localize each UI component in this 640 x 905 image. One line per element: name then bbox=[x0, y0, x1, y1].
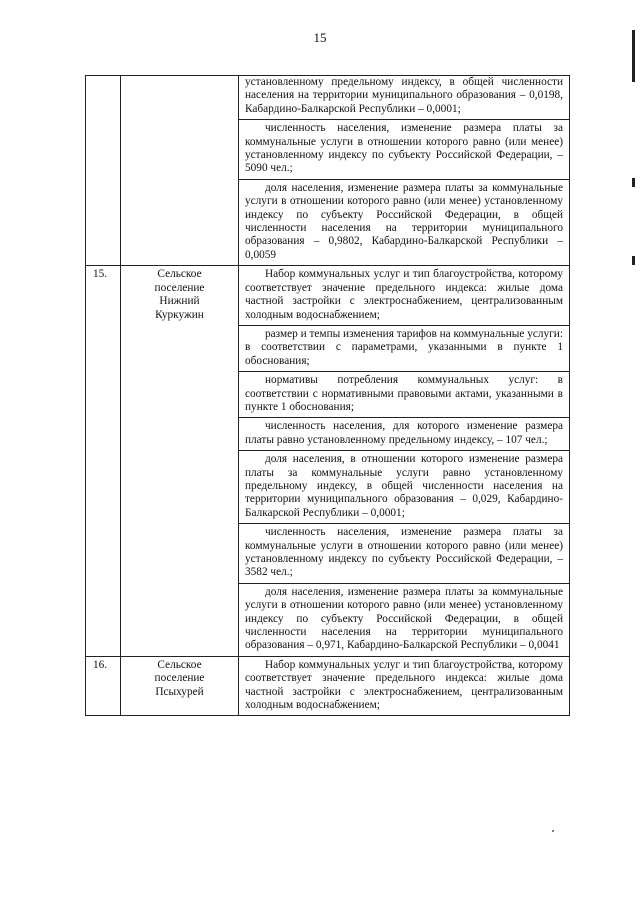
settlement-name-line: Куркужин bbox=[155, 308, 204, 321]
description-paragraph: численность населения, для которого изменение размера платы равно установленному предельному индексу, – 107 чел.; bbox=[239, 417, 569, 450]
row-number-cell bbox=[86, 656, 121, 716]
description-paragraph: установленному предельному индексу, в общей численности населения на территории муниципального образования – 0,0198, Кабардино-Балкарской Республики – 0,0001; bbox=[245, 76, 563, 115]
description-paragraph: доля населения, изменение размера платы за коммунальные услуги в отношении которого равно (или менее) установленному индексу по субъекту Российской Федерации, в общей численности населения на территории муниципального образования – 0,9802, Кабардино-Балкарской Республики – 0,0059 bbox=[239, 179, 569, 265]
settlement-cell bbox=[121, 266, 239, 657]
description-cell bbox=[239, 656, 570, 716]
page-number: 15 bbox=[313, 30, 327, 45]
description-paragraph: доля населения, в отношении которого изменение размера платы за коммунальные услуги равно установленному предельному индексу, в общей численности населения на территории муниципального образования – 0,029, Кабардино-Балкарской Республики – 0,0001; bbox=[239, 450, 569, 523]
settlement-name-line: поселение bbox=[154, 672, 205, 685]
description-paragraph: Набор коммунальных услуг и тип благоустройства, которому соответствует значение предельного индекса: жилые дома частной застройки с электроснабжением, централизованным холодным водоснабжением; bbox=[245, 658, 563, 712]
table-row bbox=[86, 656, 570, 716]
row-number: 16. bbox=[93, 658, 108, 671]
description-paragraph: численность населения, изменение размера платы за коммунальные услуги в отношении которого равно (или менее) установленному индексу по субъекту Российской Федерации, – 5090 чел.; bbox=[239, 119, 569, 179]
settlement-name-line: Нижний bbox=[159, 295, 200, 308]
description-paragraph: доля населения, изменение размера платы за коммунальные услуги в отношении которого равно (или менее) установленному индексу по субъекту Российской Федерации, в общей численности населения на территории муниципального образования – 0,971, Кабардино-Балкарской Республики – 0,0041 bbox=[239, 583, 569, 656]
scan-speck bbox=[552, 830, 554, 832]
settlement-name-line: Псыхурей bbox=[155, 685, 204, 698]
description-paragraph: нормативы потребления коммунальных услуг: в соответствии с нормативными правовыми актами, указанными в пункте 1 обоснования; bbox=[239, 371, 569, 417]
description-paragraph: размер и темпы изменения тарифов на коммунальные услуги: в соответствии с параметрами, указанными в пункте 1 обоснования; bbox=[239, 325, 569, 371]
settlement-cell bbox=[121, 76, 239, 266]
table-row bbox=[86, 76, 570, 266]
scan-edge-mark bbox=[632, 256, 635, 265]
scan-edge-mark bbox=[632, 178, 635, 187]
settlement-name-line: Сельское bbox=[157, 268, 202, 281]
settlement-name-line: Сельское bbox=[157, 658, 202, 671]
settlement-name-line: поселение bbox=[154, 281, 205, 294]
description-cell bbox=[239, 266, 570, 657]
row-number-cell bbox=[86, 266, 121, 657]
row-number-cell bbox=[86, 76, 121, 266]
description-cell bbox=[239, 76, 570, 266]
table-row bbox=[86, 266, 570, 657]
settlement-cell bbox=[121, 656, 239, 716]
row-number: 15. bbox=[93, 268, 108, 281]
description-paragraph: Набор коммунальных услуг и тип благоустройства, которому соответствует значение предельного индекса: жилые дома частной застройки с электроснабжением, централизованным холодным водоснабжением; bbox=[245, 268, 563, 321]
description-paragraph: численность населения, изменение размера платы за коммунальные услуги в отношении которого равно (или менее) установленному индексу по субъекту Российской Федерации, – 3582 чел.; bbox=[239, 523, 569, 583]
document-table bbox=[85, 75, 570, 716]
scan-edge-mark bbox=[632, 30, 635, 82]
